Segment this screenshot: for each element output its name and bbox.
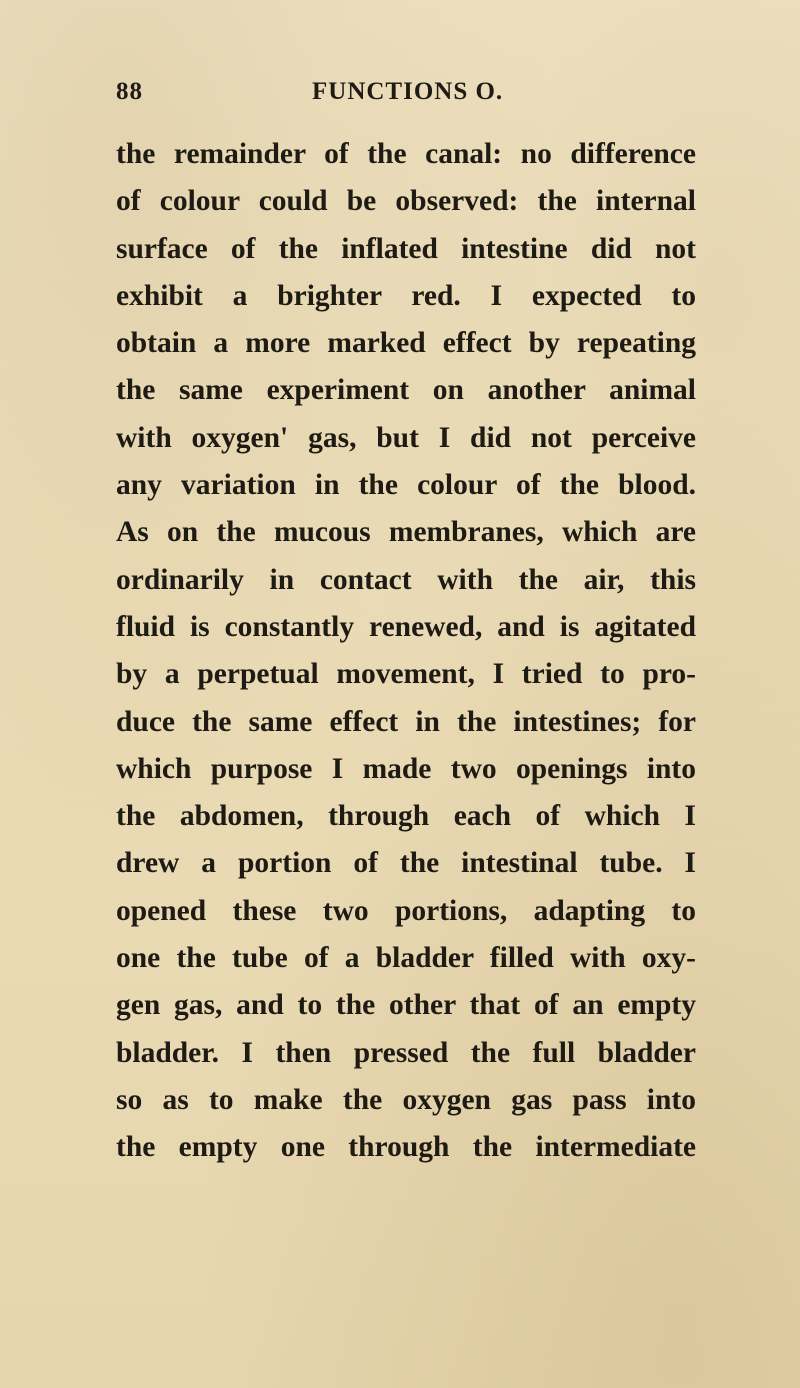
text-line: fluid is constantly renewed, and is agitated xyxy=(116,610,696,643)
text-line: duce the same effect in the intestines; for xyxy=(116,705,696,738)
text-line: which purpose I made two openings into xyxy=(116,752,696,785)
body-text xyxy=(116,131,696,1172)
text-line: obtain a more marked effect by repeating xyxy=(116,327,696,360)
text-line: any variation in the colour of the blood. xyxy=(116,469,696,502)
text-line: gen gas, and to the other that of an empty xyxy=(116,989,696,1022)
text-line: opened these two portions, adapting to xyxy=(116,894,696,927)
text-line: As on the mucous membranes, which are xyxy=(116,516,696,549)
running-head xyxy=(116,78,676,112)
text-line: surface of the inflated intestine did not xyxy=(116,232,696,265)
page-number: 88 xyxy=(116,78,143,105)
text-line: the abdomen, through each of which I xyxy=(116,800,696,833)
text-line: one the tube of a bladder filled with oxy- xyxy=(116,942,696,975)
text-line: the empty one through the intermediate xyxy=(116,1131,696,1164)
text-line: the remainder of the canal: no difference xyxy=(116,138,696,170)
text-line: the same experiment on another animal xyxy=(116,374,696,407)
running-title: FUNCTIONS O. xyxy=(312,78,504,105)
text-line: with oxygen' gas, but I did not perceive xyxy=(116,421,696,454)
text-line: so as to make the oxygen gas pass into xyxy=(116,1083,696,1116)
text-line: bladder. I then pressed the full bladder xyxy=(116,1036,696,1069)
text-line: ordinarily in contact with the air, this xyxy=(116,563,696,596)
text-line: exhibit a brighter red. I expected to xyxy=(116,279,696,312)
text-line: of colour could be observed: the internal xyxy=(116,185,696,218)
text-line: by a perpetual movement, I tried to pro- xyxy=(116,658,696,691)
text-line: drew a portion of the intestinal tube. I xyxy=(116,847,696,880)
